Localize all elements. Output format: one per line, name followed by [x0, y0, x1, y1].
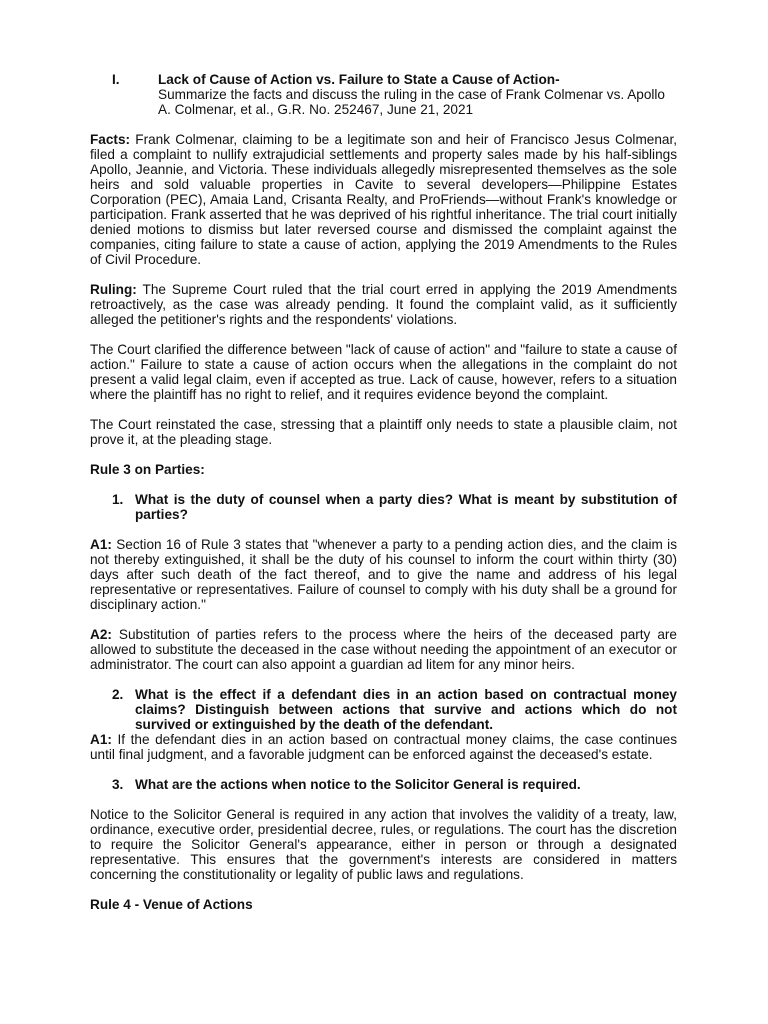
rule4-title: Rule 4 - Venue of Actions: [90, 897, 253, 912]
document-content: [90, 72, 677, 912]
section-title: Lack of Cause of Action vs. Failure to State a Cause of Action-: [158, 72, 560, 87]
rule3-answer-2: [90, 627, 677, 672]
rule3-answer-1: [90, 537, 677, 612]
ruling-paragraph: [90, 282, 677, 327]
facts-paragraph: [90, 132, 677, 267]
rule3-answer-3: Notice to the Solicitor General is required in any action that involves the validity of a treaty, law, ordinance, executive order, presidential decree, rules, or regulations. The court has the discretion to require the Solicitor General's appearance, either in person or through a designated representative. This ensures that the government's interests are considered in matters concerning the constitutionality or legality of public laws and regulations.: [90, 807, 677, 882]
section-numeral: I.: [112, 72, 120, 87]
answer-label: A1:: [90, 537, 112, 552]
answer-label: A2:: [90, 627, 112, 642]
section-heading-body: [158, 72, 677, 117]
question-text: What are the actions when notice to the Solicitor General is required.: [135, 777, 581, 792]
rule3-question-3: [112, 777, 677, 792]
question-number: 2.: [112, 687, 124, 702]
rule3-question-1: [112, 492, 677, 522]
ruling-paragraph-3: The Court reinstated the case, stressing that a plaintiff only needs to state a plausible claim, not prove it, at the pleading stage.: [90, 417, 677, 447]
facts-label: Facts:: [90, 132, 131, 147]
answer-text: Substitution of parties refers to the process where the heirs of the deceased party are allowed to substitute the deceased in the case without needing the appointment of an executor or administrator. The court can also appoint a guardian ad litem for any minor heirs.: [90, 627, 677, 672]
section-subtitle: Summarize the facts and discuss the ruling in the case of Frank Colmenar vs. Apollo A. Colmenar, et al., G.R. No. 252467, June 21, 2021: [158, 87, 665, 117]
question-number: 3.: [112, 777, 124, 792]
answer-text: Section 16 of Rule 3 states that "whenever a party to a pending action dies, and the claim is not thereby extinguished, it shall be the duty of his counsel to inform the court within thirty (30) days after such death of the fact thereof, and to give the name and address of his legal representative or representatives. Failure of counsel to comply with his duty shall be a ground for disciplinary action.": [90, 537, 677, 612]
question-text: What is the duty of counsel when a party dies? What is meant by substitution of parties?: [135, 492, 677, 522]
rule3-question-2-answer: [90, 732, 677, 762]
answer-label: A1:: [90, 732, 112, 747]
question-text: What is the effect if a defendant dies in an action based on contractual money claims? Distinguish between actions that survive and actions which do not survived or extinguished by the death of the defendant.: [135, 687, 677, 732]
question-number: 1.: [112, 492, 124, 507]
answer-text: If the defendant dies in an action based on contractual money claims, the case continues until final judgment, and a favorable judgment can be enforced against the deceased's estate.: [90, 732, 677, 762]
ruling-paragraph-2: The Court clarified the difference between "lack of cause of action" and "failure to state a cause of action." Failure to state a cause of action occurs when the allegations in the complaint do not present a valid legal claim, even if accepted as true. Lack of cause, however, refers to a situation where the plaintiff has no right to relief, and it requires evidence beyond the complaint.: [90, 342, 678, 402]
facts-text: Frank Colmenar, claiming to be a legitimate son and heir of Francisco Jesus Colmenar, filed a complaint to nullify extrajudicial settlements and property sales made by his half-siblings Apollo, Jeannie, and Victoria. These individuals allegedly misrepresented themselves as the sole heirs and sold valuable properties in Cavite to several developers—Philippine Estates Corporation (PEC), Amaia Land, Crisanta Realty, and ProFriends—without Frank's knowledge or participation. Frank asserted that he was deprived of his rightful inheritance. The trial court initially denied motions to dismiss but later reversed course and dismissed the complaint against the companies, citing failure to state a cause of action, applying the 2019 Amendments to the Rules of Civil Procedure.: [90, 132, 677, 267]
rule3-title: Rule 3 on Parties:: [90, 462, 205, 477]
section-heading: [90, 72, 677, 117]
ruling-text: The Supreme Court ruled that the trial court erred in applying the 2019 Amendments retroactively, as the case was already pending. It found the complaint valid, as it sufficiently alleged the petitioner's rights and the respondents' violations.: [90, 282, 677, 327]
ruling-label: Ruling:: [90, 282, 137, 297]
rule3-question-2: [112, 687, 677, 732]
